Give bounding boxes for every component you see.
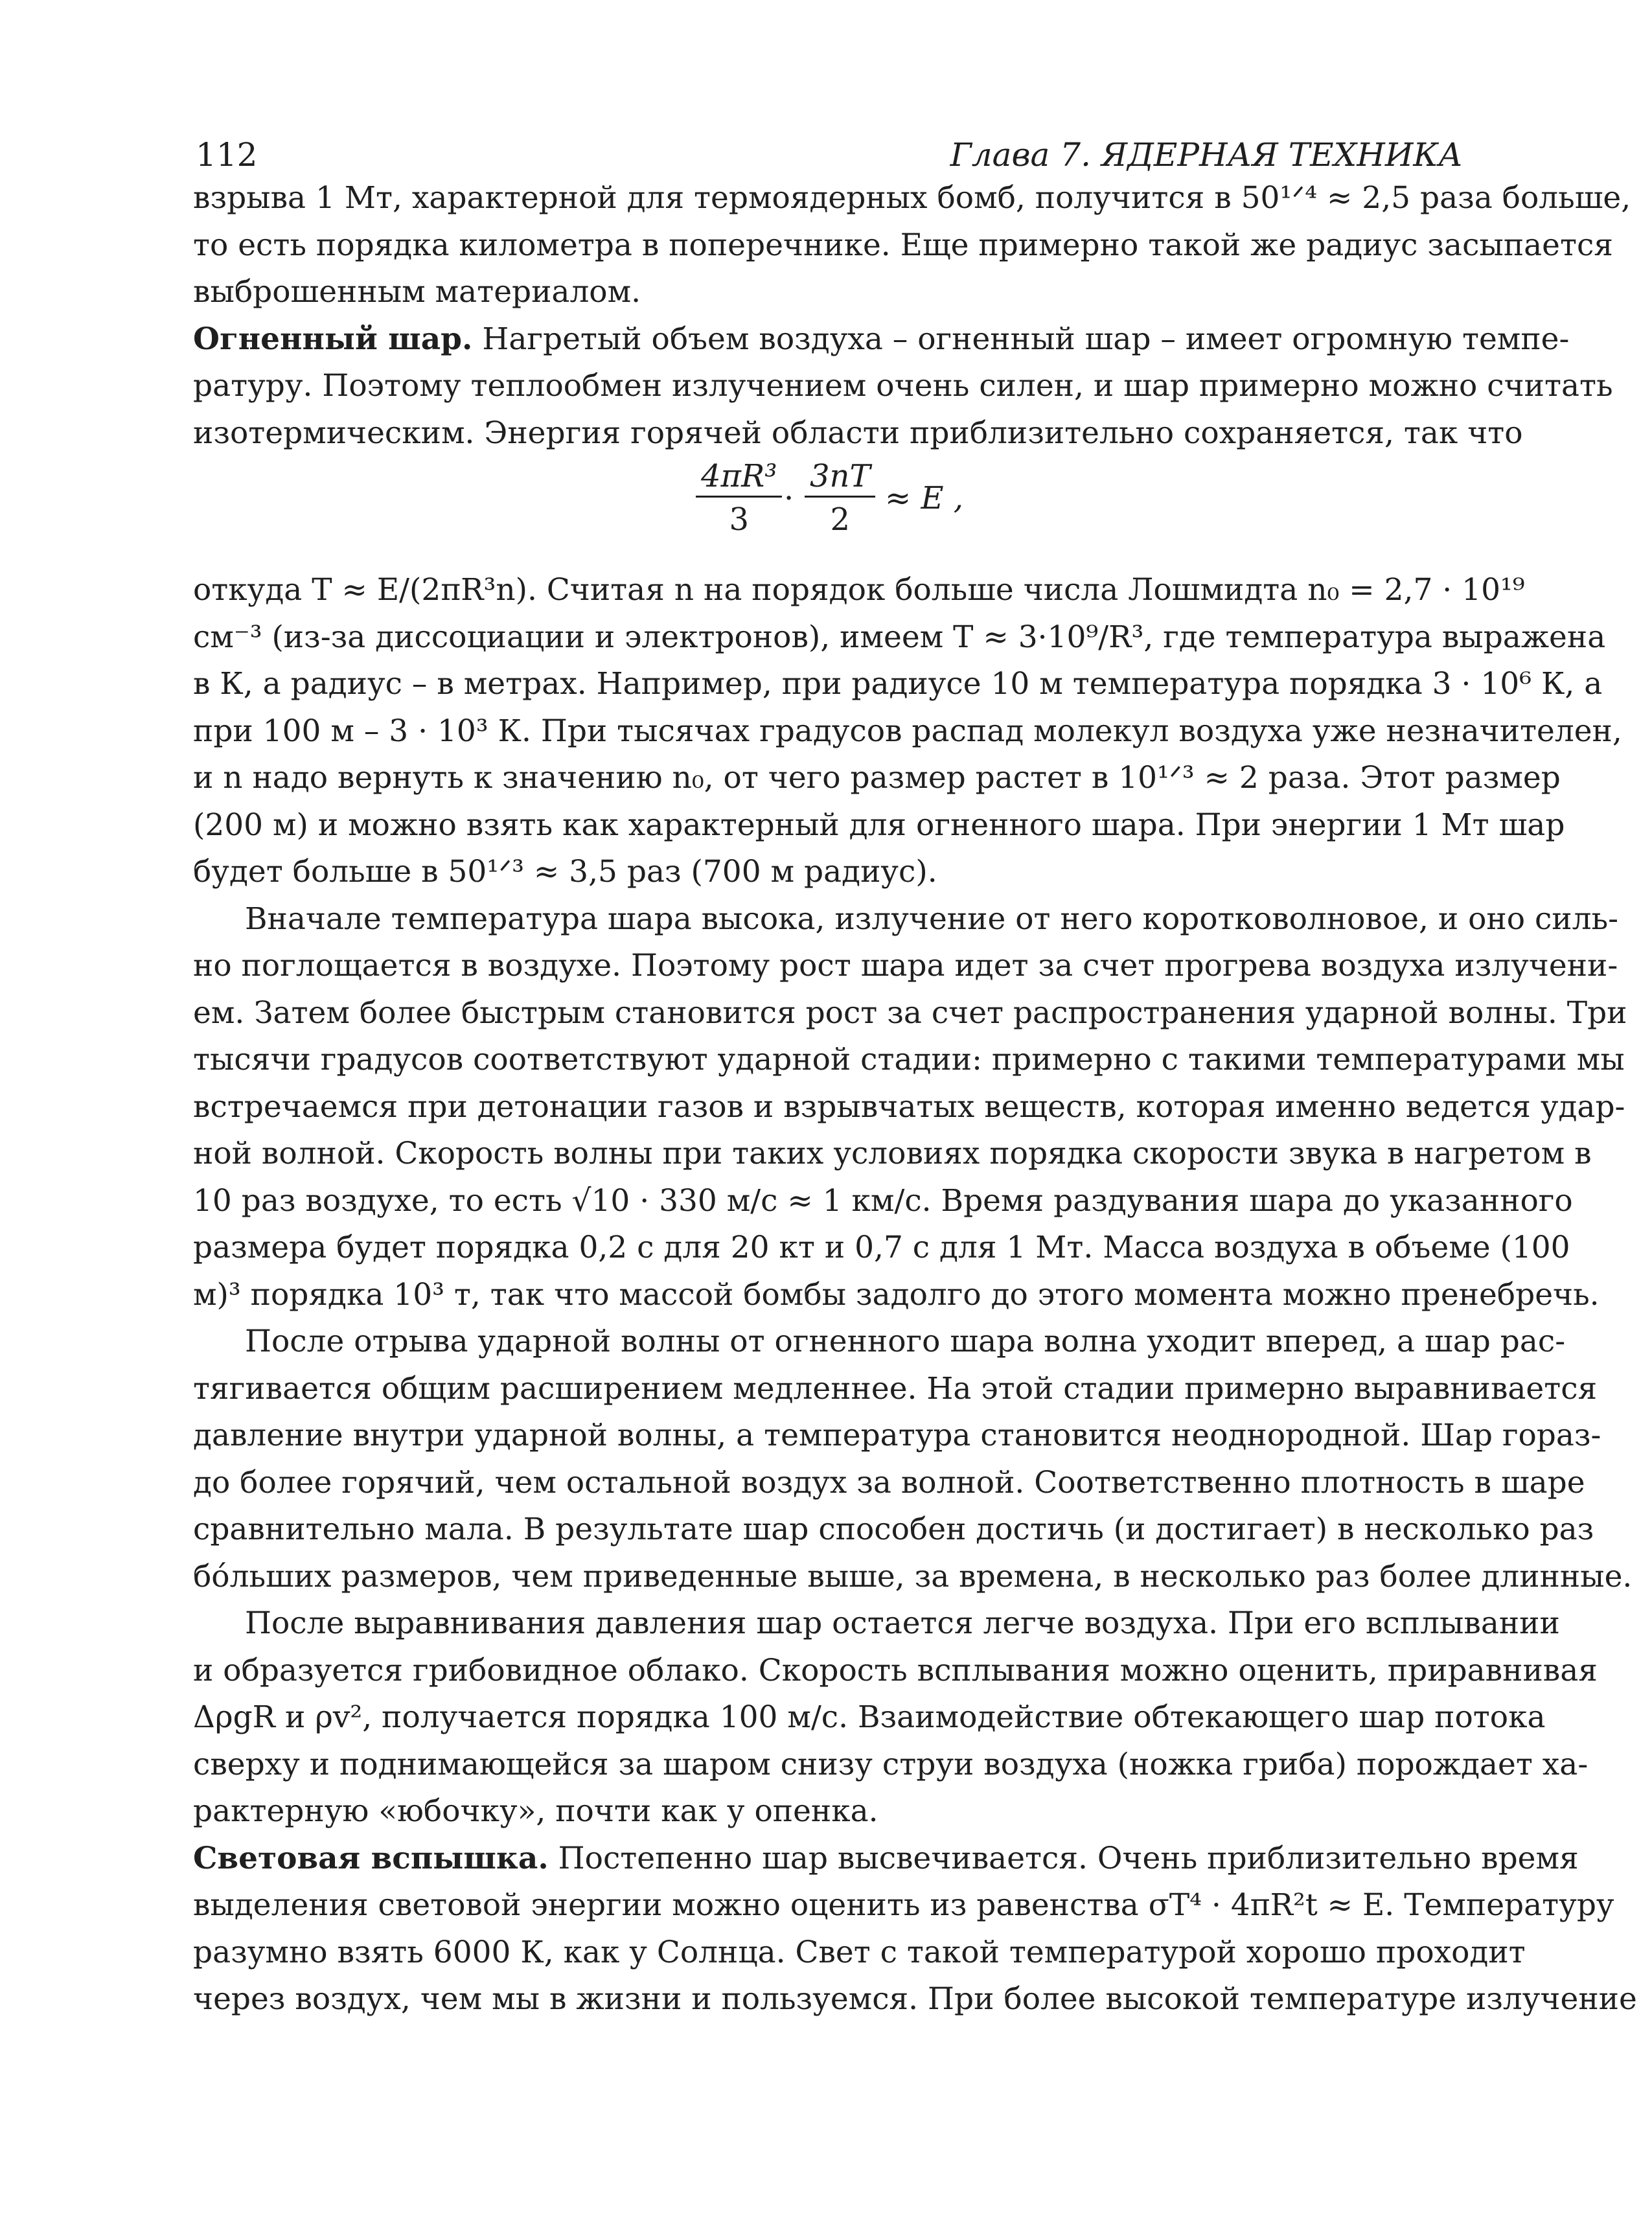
fireball-section xyxy=(193,316,1613,457)
text-line: сверху и поднимающейся за шаром снизу струи воздуха (ножка гриба) порождает ха- xyxy=(193,1746,1589,1782)
running-title: Глава 7. ЯДЕРНАЯ ТЕХНИКА xyxy=(950,136,1463,174)
fraction-numerator: 3nT xyxy=(805,457,875,498)
fraction-denominator: 2 xyxy=(830,501,850,538)
text-line: изотермическим. Энергия горячей области приблизительно сохраняется, так что xyxy=(193,415,1523,451)
text-line: ной волной. Скорость волны при таких условиях порядка скорости звука в нагретом в xyxy=(193,1136,1592,1171)
text-line: После отрыва ударной волны от огненного шара волна уходит вперед, а шар рас- xyxy=(245,1324,1566,1359)
text-line: разумно взять 6000 К, как у Солнца. Свет с такой температурой хорошо проходит xyxy=(193,1934,1526,1970)
fireball-continued xyxy=(193,567,1622,896)
text-line: при 100 м – 3 · 10³ К. При тысячах градусов распад молекул воздуха уже незначителен, xyxy=(193,713,1622,749)
text-line: ем. Затем более быстрым становится рост за счет распространения ударной волны. Три xyxy=(193,995,1627,1031)
text-line: бóльших размеров, чем приведенные выше, за времена, в несколько раз более длинные. xyxy=(193,1558,1633,1594)
flash-section xyxy=(193,1835,1637,2023)
text-line: давление внутри ударной волны, а температура становится неоднородной. Шар гораз- xyxy=(193,1418,1601,1453)
text-line: размера будет порядка 0,2 с для 20 кт и 0,7 с для 1 Мт. Масса воздуха в объеме (100 xyxy=(193,1230,1570,1265)
text-line: ΔρgR и ρv², получается порядка 100 м/с. Взаимодействие обтекающего шар потока xyxy=(193,1699,1546,1735)
text-line: 10 раз воздухе, то есть √10 · 330 м/с ≈ 1 км/с. Время раздувания шара до указанного xyxy=(193,1182,1573,1219)
text-line: После выравнивания давления шар остается легче воздуха. При его всплывании xyxy=(245,1605,1560,1641)
text-line: до более горячий, чем остальной воздух за волной. Соответственно плотность в шаре xyxy=(193,1464,1585,1500)
text-line: ратуру. Поэтому теплообмен излучением очень силен, и шар примерно можно считать xyxy=(193,368,1613,404)
text-line: и n надо вернуть к значению n₀, от чего размер растет в 10¹ᐟ³ ≈ 2 раза. Этот размер xyxy=(193,760,1561,796)
intro-paragraph xyxy=(193,175,1631,316)
page xyxy=(193,110,1637,2023)
display-equation xyxy=(193,457,1463,567)
fraction-numerator: 4πR³ xyxy=(696,457,782,498)
text-line: тягивается общим расширением медленнее. На этой стадии примерно выравнивается xyxy=(193,1370,1598,1407)
fraction-denominator: 3 xyxy=(729,501,749,538)
equation-rhs: ≈ E , xyxy=(885,480,964,516)
multiplication-dot: · xyxy=(784,480,794,516)
text-line: взрыва 1 Мт, характерной для термоядерных бомб, получится в 50¹ᐟ⁴ ≈ 2,5 раза больше, xyxy=(193,180,1631,216)
text-line xyxy=(193,316,1570,363)
text-line: через воздух, чем мы в жизни и пользуемся. При более высокой температуре излучение xyxy=(193,1981,1637,2017)
paragraph-mushroom-cloud xyxy=(193,1600,1598,1835)
section-heading: Огненный шар. xyxy=(193,321,473,357)
page-number: 112 xyxy=(196,136,258,174)
text-line: м)³ порядка 10³ т, так что массой бомбы задолго до этого момента можно пренебречь. xyxy=(193,1276,1600,1313)
text-line: выброшенным материалом. xyxy=(193,274,641,310)
text-line: Вначале температура шара высока, излучение от него коротковолновое, и оно силь- xyxy=(245,901,1618,937)
text-line: встречаемся при детонации газов и взрывчатых веществ, которая именно ведется удар- xyxy=(193,1088,1625,1125)
text-line: и образуется грибовидное облако. Скорость всплывания можно оценить, приравнивая xyxy=(193,1652,1598,1688)
fraction-energy xyxy=(805,457,875,538)
text-line: сравнительно мала. В результате шар способен достичь (и достигает) в несколько раз xyxy=(193,1512,1594,1547)
text-line: но поглощается в воздухе. Поэтому рост шара идет за счет прогрева воздуха излучени- xyxy=(193,948,1618,983)
page-header xyxy=(193,110,1463,175)
text-fragment: Нагретый объем воздуха – огненный шар – имеет огромную темпе- xyxy=(482,321,1570,357)
text-line: откуда T ≈ E/(2πR³n). Считая n на порядок больше числа Лошмидта n₀ = 2,7 · 10¹⁹ xyxy=(193,572,1525,608)
section-heading: Световая вспышка. xyxy=(193,1840,549,1876)
text-line: в К, а радиус – в метрах. Например, при радиусе 10 м температура порядка 3 · 10⁶ К, а xyxy=(193,666,1603,702)
text-line: (200 м) и можно взять как характерный для огненного шара. При энергии 1 Мт шар xyxy=(193,807,1565,843)
text-line: рактерную «юбочку», почти как у опенка. xyxy=(193,1793,878,1829)
text-line: выделения световой энергии можно оценить из равенства σT⁴ · 4πR²t ≈ E. Температуру xyxy=(193,1887,1614,1923)
paragraph-shock-separation xyxy=(193,1318,1633,1600)
text-fragment: Постепенно шар высвечивается. Очень приблизительно время xyxy=(558,1840,1579,1876)
text-line: будет больше в 50¹ᐟ³ ≈ 3,5 раз (700 м радиус). xyxy=(193,854,937,890)
fraction-volume xyxy=(696,457,782,538)
paragraph-growth xyxy=(193,896,1627,1319)
text-line: то есть порядка километра в поперечнике. Еще примерно такой же радиус засыпается xyxy=(193,227,1613,263)
text-line: см⁻³ (из-за диссоциации и электронов), имеем T ≈ 3·10⁹/R³, где температура выражена xyxy=(193,619,1606,655)
text-line: тысячи градусов соответствуют ударной стадии: примерно с такими температурами мы xyxy=(193,1042,1625,1077)
text-line xyxy=(193,1835,1579,1883)
